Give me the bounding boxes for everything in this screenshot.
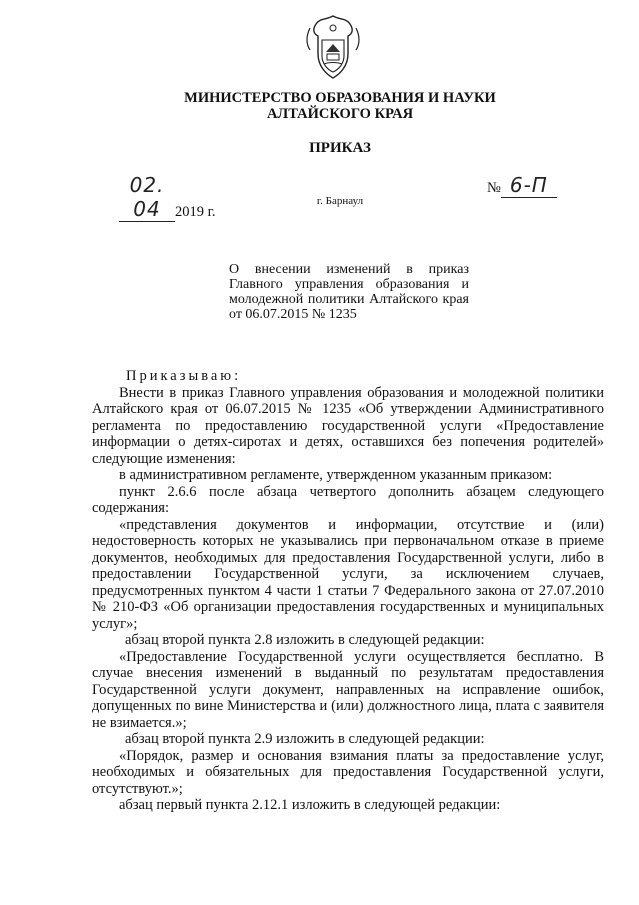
body-paragraph: абзац второй пункта 2.9 изложить в следующей редакции: bbox=[125, 731, 485, 747]
body-paragraph: абзац второй пункта 2.8 изложить в следующей редакции: bbox=[125, 632, 485, 648]
body-paragraph: «представления документов и информации, отсутствие и (или) недостоверность которых не указывались при первоначальном отказе в приеме документов, необходимых для предоставления Государственной услуги, либо в предоставлении Государственной услуги, за исключением случаев, предусмотренных пунктом 4 части 1 статьи 7 Федерального закона от 27.07.2010 № 210-ФЗ «Об организации предоставления государственных и муниципальных услуг»; bbox=[92, 516, 604, 632]
date-handwritten: 02. 04 bbox=[119, 173, 175, 222]
city-name: г. Барнаул bbox=[316, 195, 364, 207]
order-title: ПРИКАЗ bbox=[309, 140, 371, 156]
body-paragraph: Внести в приказ Главного управления образования и молодежной политики Алтайского края от 06.07.2015 № 1235 «Об утверждении Административного регламента по предоставлению государственной услуги «Предоставление информации о детях-сиротах и детях, оставшихся без попечения родителей» следующие изменения: bbox=[92, 384, 604, 467]
coat-of-arms-emblem bbox=[304, 14, 362, 80]
body-paragraph: пункт 2.6.6 после абзаца четвертого дополнить абзацем следующего содержания: bbox=[92, 483, 604, 516]
body-paragraph: абзац первый пункта 2.12.1 изложить в следующей редакции: bbox=[119, 797, 501, 813]
ministry-name-line2: АЛТАЙСКОГО КРАЯ bbox=[266, 106, 414, 122]
body-paragraph: в административном регламенте, утвержденном указанным приказом: bbox=[119, 467, 553, 483]
order-body bbox=[92, 368, 604, 814]
ministry-name-line1: МИНИСТЕРСТВО ОБРАЗОВАНИЯ И НАУКИ bbox=[184, 90, 496, 106]
number-prefix: № bbox=[487, 180, 501, 196]
date-year: 2019 г. bbox=[175, 204, 216, 220]
body-paragraph: Приказываю: bbox=[126, 368, 242, 384]
body-paragraph: «Предоставление Государственной услуги осуществляется бесплатно. В случае внесения изменений в выданный по результатам предоставления Государственной услуги документ, направленных на исправление ошибок, допущенных по вине Министерства и (или) должностного лица, плата с заявителя не взимается.»; bbox=[92, 648, 604, 731]
order-subject: О внесении изменений в приказ Главного управления образования и молодежной политики Алтайского края от 06.07.2015 № 1235 bbox=[229, 262, 469, 322]
body-paragraph: «Порядок, размер и основания взимания платы за предоставление услуг, необходимых и обязательных для предоставления Государственной услуги, отсутствуют.»; bbox=[92, 747, 604, 797]
number-handwritten: 6-П bbox=[501, 173, 557, 198]
